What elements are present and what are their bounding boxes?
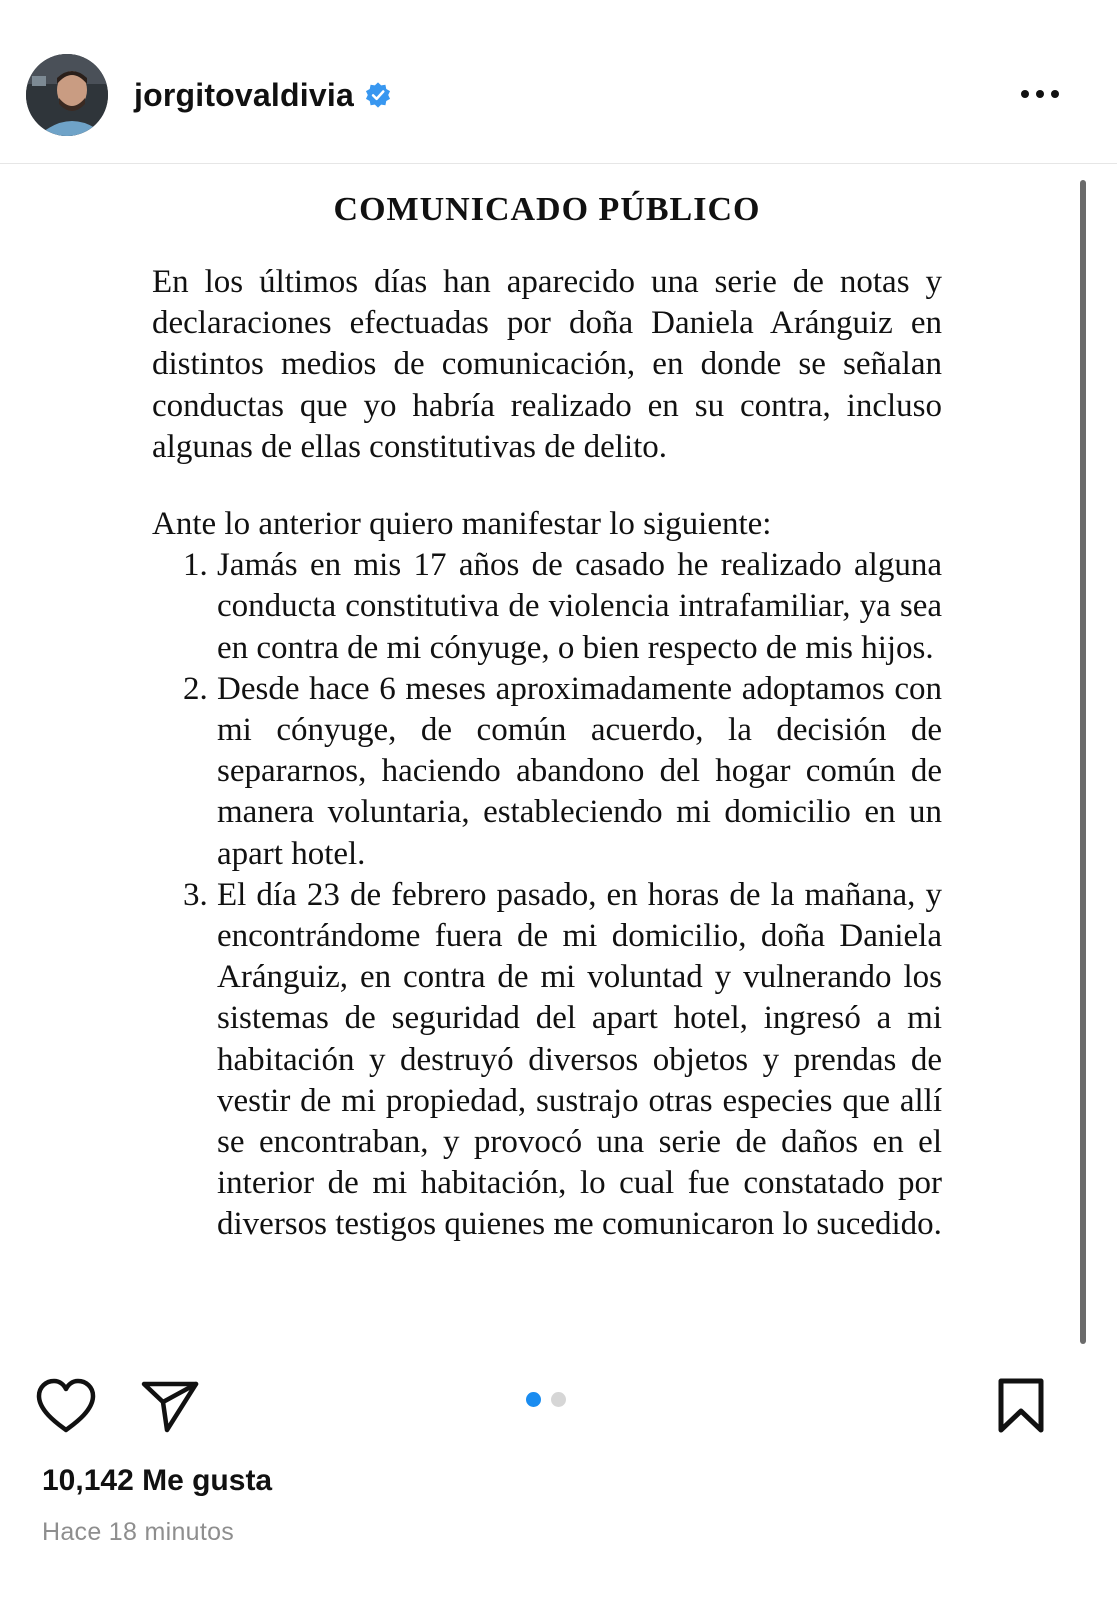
document-title: COMUNICADO PÚBLICO bbox=[333, 191, 761, 228]
send-icon[interactable] bbox=[138, 1374, 202, 1438]
list-item-text: Desde hace 6 meses aproximadamente adoptamos con mi cónyuge, de común acuerdo, la decisión de separarnos, haciendo abandono del hogar común de manera voluntaria, estableciendo mi domicilio en un apart hotel. bbox=[217, 670, 942, 872]
carousel-dot-active[interactable] bbox=[526, 1392, 541, 1407]
post-header bbox=[0, 0, 1117, 164]
list-item-number: 3. bbox=[183, 876, 208, 913]
avatar[interactable] bbox=[26, 54, 108, 136]
verified-badge-icon bbox=[364, 81, 392, 109]
bookmark-icon[interactable] bbox=[992, 1374, 1050, 1438]
carousel-dot[interactable] bbox=[551, 1392, 566, 1407]
statement-list bbox=[152, 545, 942, 1245]
list-item-number: 1. bbox=[183, 547, 208, 584]
list-item-text: Jamás en mis 17 años de casado he realizado alguna conducta constitutiva de violencia intrafamiliar, ya sea en contra de mi cónyuge, o bien respecto de mis hijos. bbox=[217, 547, 942, 666]
list-item bbox=[152, 875, 942, 1246]
username-link[interactable]: jorgitovaldivia bbox=[134, 76, 354, 113]
more-dot bbox=[1036, 90, 1044, 98]
likes-count[interactable]: 10,142 Me gusta bbox=[42, 1464, 273, 1497]
list-item-text: El día 23 de febrero pasado, en horas de la mañana, y encontrándome fuera de mi domicilio, doña Daniela Aránguiz, en contra de mi voluntad y vulnerando los sistemas de seguridad del apart hotel, ingresó a mi habitación y destruyó diversos objetos y prendas de vestir de mi propiedad, sustrajo otras especies que allí se encontraban, y provocó una serie de daños en el interior de mi habitación, lo cual fue constatado por diversos testigos quienes me comunicaron lo sucedido. bbox=[217, 876, 942, 1243]
more-dot bbox=[1021, 90, 1029, 98]
list-item bbox=[152, 669, 942, 875]
post-timestamp: Hace 18 minutos bbox=[42, 1518, 235, 1546]
scrollbar[interactable] bbox=[1080, 180, 1086, 1344]
heart-icon[interactable] bbox=[34, 1374, 98, 1438]
carousel-indicator bbox=[526, 1392, 566, 1407]
list-item bbox=[152, 545, 942, 669]
action-bar bbox=[0, 1354, 1117, 1454]
document-paragraph: En los últimos días han aparecido una serie de notas y declaraciones efectuadas por doña Daniela Aránguiz en distintos medios de comunicación, en donde se señalan conductas que yo habría realizado en su contra, incluso algunas de ellas constitutivas de delito. bbox=[152, 264, 942, 465]
more-dot bbox=[1051, 90, 1059, 98]
avatar-photo-icon bbox=[26, 54, 108, 136]
username-row bbox=[134, 72, 392, 118]
list-item-number: 2. bbox=[183, 670, 208, 707]
more-options-icon[interactable] bbox=[1012, 80, 1068, 108]
public-statement-document bbox=[152, 186, 942, 1246]
document-paragraph: Ante lo anterior quiero manifestar lo siguiente: bbox=[152, 506, 772, 543]
